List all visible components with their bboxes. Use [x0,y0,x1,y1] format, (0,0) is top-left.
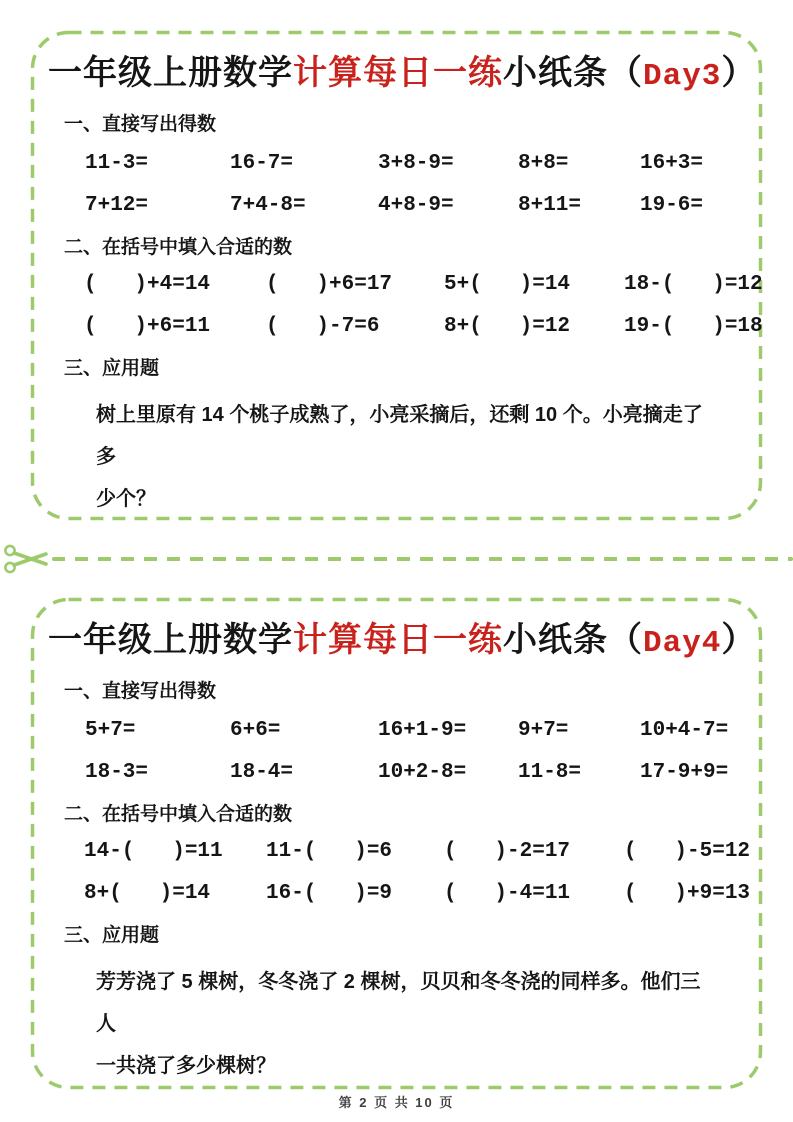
math-expression: ( )-2=17 [444,839,571,863]
math-expression: 11-3= [85,151,149,175]
math-expression: ( )+9=13 [624,882,751,906]
math-expression: 6+6= [230,718,281,742]
word-problem-line: 少个？ [96,488,156,511]
section-heading-word: 三、应用题 [64,358,160,380]
math-expression: 8+8= [518,151,569,175]
math-expression: ( )-4=11 [444,882,571,906]
math-expression: 7+12= [85,193,149,217]
worksheet-card-day3 [30,30,763,521]
math-expression: 8+11= [518,193,582,217]
worksheet-title [48,621,757,662]
oral-row-1 [48,719,745,743]
math-expression: 17-9+9= [640,760,729,784]
title-text-black-1: 一年级上册数学 [48,54,293,92]
word-problem [48,961,745,1087]
math-expression: ( )+6=11 [84,315,211,339]
math-expression: 10+2-8= [378,760,467,784]
section-heading-oral: 一、直接写出得数 [64,680,217,702]
word-problem-line: 芳芳浇了 5 棵树，冬冬浇了 2 棵树，贝贝和冬冬浇的同样多。他们三人 [96,971,701,1036]
math-expression: 7+4-8= [230,193,306,217]
math-expression: 14-( )=11 [84,839,223,863]
math-expression: 18-4= [230,760,294,784]
title-text-red: 计算每日一练 [293,54,503,92]
fill-row-2 [48,882,751,906]
math-expression: 9+7= [518,718,569,742]
math-expression: 11-8= [518,760,582,784]
math-expression: 18-( )=12 [624,272,763,296]
worksheet-card-day4 [30,597,763,1090]
fill-row-1 [48,272,763,297]
fill-row-2 [48,315,763,339]
page-footer: 第 2 页 共 10 页 [338,1095,455,1110]
math-expression: 19-6= [640,193,704,217]
math-expression: 18-3= [85,760,149,784]
section-heading-oral: 一、直接写出得数 [64,113,217,135]
cut-line [0,544,793,574]
fill-row-1 [48,839,751,864]
section-heading-word: 三、应用题 [64,925,160,947]
math-expression: ( )-5=12 [624,839,751,863]
math-expression: 10+4-7= [640,718,729,742]
math-expression: 16+3= [640,151,704,175]
worksheet-title [48,54,757,95]
title-text-black-3: ） [721,54,757,92]
math-expression: 11-( )=6 [266,839,393,863]
word-problem-line: 树上里原有 14 个桃子成熟了，小亮采摘后，还剩 10 个。小亮摘走了多 [96,404,703,469]
oral-row-2 [48,194,745,218]
card-content [30,621,763,1114]
scissors-icon [2,544,50,574]
math-expression: 3+8-9= [378,151,454,175]
math-expression: 5+7= [85,718,136,742]
section-heading-fill: 二、在括号中填入合适的数 [64,803,293,825]
title-text-black-2: 小纸条（ [503,621,643,659]
title-text-black-3: ） [721,621,757,659]
title-day-label: Day3 [643,59,722,94]
title-text-red: 计算每日一练 [293,621,503,659]
math-expression: 19-( )=18 [624,315,763,339]
word-problem [48,394,745,520]
math-expression: ( )+6=17 [266,272,393,296]
word-problem-line: 一共浇了多少棵树？ [96,1055,276,1078]
math-expression: 4+8-9= [378,193,454,217]
section-heading-fill: 二、在括号中填入合适的数 [64,236,293,258]
oral-row-1 [48,152,745,176]
math-expression: 8+( )=14 [84,882,211,906]
math-expression: 16+1-9= [378,718,467,742]
math-expression: 5+( )=14 [444,272,571,296]
math-expression: 16-( )=9 [266,882,393,906]
math-expression: ( )+4=14 [84,272,211,296]
cut-dashes [52,557,793,561]
math-expression: 16-7= [230,151,294,175]
card-content [30,54,763,545]
math-expression: 8+( )=12 [444,315,571,339]
math-expression: ( )-7=6 [266,315,380,339]
oral-row-2 [48,761,745,785]
title-text-black-1: 一年级上册数学 [48,621,293,659]
title-text-black-2: 小纸条（ [503,54,643,92]
title-day-label: Day4 [643,626,722,661]
